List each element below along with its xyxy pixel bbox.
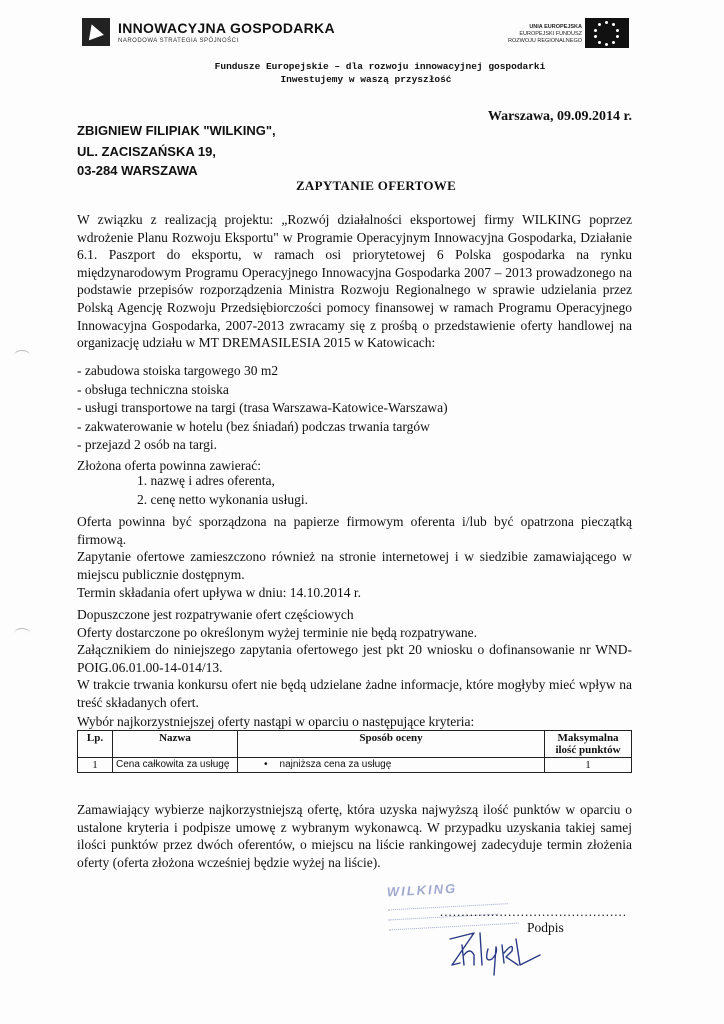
partial-offers-line: Dopuszczone jest rozpatrywanie ofert częściowych [77, 607, 354, 622]
intro-paragraph: W związku z realizacją projektu: „Rozwój działalności eksportowej firmy WILKING poprzez wdrożenie Planu Rozwoju Eksportu" w Programie Operacyjnym Innowacyjna Gospodarka, Działanie 6.1. Paszport do eksportu, w ramach osi priorytetowej 6 Polska gospodarka na rynku międzynarodowym Programu Operacyjnego Innowacyjna Gospodarka 2007 – 2013 prowadzonego na podstawie przepisów rozporządzenia Ministra Rozwoju Regionalnego w sprawie udzielania przez Polską Agencję Rozwoju Przedsiębiorczości pomocy finansowej w ramach Programu Operacyjnego Innowacyjna Gospodarka, 2007-2013 zwracamy się z prośbą o przedstawienie oferty handlowej na organizację udziału w MT DREMASILESIA 2015 w Katowicach: [77, 212, 632, 351]
document-date: Warszawa, 09.09.2014 r. [487, 109, 632, 124]
eu-flag-icon [585, 18, 629, 48]
list-item: - zakwaterowanie w hotelu (bez śniadań) podczas trwania targów [77, 418, 430, 434]
logo-title: INNOWACYJNA GOSPODARKA [118, 20, 335, 36]
document-title: ZAPYTANIE OFERTOWE [295, 178, 457, 193]
cell-punkty: 1 [545, 758, 632, 773]
eu-line2: EUROPEJSKI FUNDUSZ [519, 31, 582, 37]
col-header-sposob: Sposób oceny [238, 731, 545, 758]
cell-nazwa: Cena całkowita za usługę [113, 758, 238, 773]
criteria-table [77, 730, 632, 773]
cell-sposob-text: najniższa cena za usługę [279, 759, 392, 770]
attachment-line: Załącznikiem do niniejszego zapytania ofertowego jest pkt 20 wniosku o dofinansowanie nr WND-POIG.06.01.00-14-014/13. [77, 642, 632, 675]
col-header-lp: Lp. [78, 731, 113, 758]
list-item: - usługi transportowe na targi (trasa Warszawa-Katowice-Warszawa) [77, 400, 448, 415]
list-item: 1. nazwę i adres oferenta, [137, 473, 275, 488]
deadline-paragraph: Termin składania ofert upływa w dniu: 14.10.2014 r. [77, 585, 362, 600]
list-item: - zabudowa stoiska targowego 30 m2 [77, 363, 279, 378]
no-information-paragraph: W trakcie trwania konkursu ofert nie będą udzielane żadne informacje, które mogłyby mieć wpływ na treść składanych ofert. [77, 677, 632, 710]
list-item: - przejazd 2 osób na targi. [77, 437, 217, 452]
handwritten-signature-icon [430, 925, 560, 985]
cell-sposob [238, 758, 545, 773]
signature-label: Podpis [527, 920, 564, 935]
offer-items-list [137, 472, 308, 509]
eu-line3: ROZWOJU REGIONALNEGO [508, 38, 582, 44]
scan-artifact [14, 350, 30, 361]
col-header-nazwa: Nazwa [113, 731, 238, 758]
publication-paragraph: Zapytanie ofertowe zamieszczono również na stronie internetowej i w siedzibie zamawiającego w miejscu publicznie dostępnym. [77, 549, 632, 582]
selection-paragraph: Zamawiający wybierze najkorzystniejszą ofertę, która uzyska najwyższą ilość punktów w oparciu o ustalone kryteria i podpisze umowę z wybranym wykonawcą. W przypadku uzyskania takiej samej ilości punktów przez dwóch oferentów, o miejscu na liście rankingowej zadecyduje termin złożenia oferty (oferta złożona wcześniej będzie wyżej na liście). [77, 802, 632, 870]
address-line2: UL. ZACISZAŃSKA 19, [77, 144, 216, 159]
logo-subtitle: NARODOWA STRATEGIA SPÓJNOŚCI [118, 38, 239, 44]
slogan-line1: Fundusze Europejskie – dla rozwoju innowacyjnej gospodarki [214, 61, 546, 72]
col-header-punkty: Maksymalna ilość punktów [545, 731, 632, 758]
cell-lp: 1 [78, 758, 113, 773]
innowacyjna-gospodarka-logo-icon [82, 18, 110, 46]
bullet-icon: • [264, 759, 268, 770]
eu-line1: UNIA EUROPEJSKA [529, 24, 582, 30]
criteria-lead: Wybór najkorzystniejszej oferty nastąpi w oparciu o następujące kryteria: [77, 714, 475, 729]
offer-format-paragraph: Oferta powinna być sporządzona na papierze firmowym oferenta i/lub być opatrzona pieczątką firmową. [77, 514, 632, 547]
address-line1: ZBIGNIEW FILIPIAK "WILKING", [77, 123, 276, 138]
stamp-company-name: WILKING [386, 880, 458, 900]
conditions-block [77, 606, 632, 676]
late-offers-line: Oferty dostarczone po określonym wyżej terminie nie będą rozpatrywane. [77, 624, 477, 640]
address-line3: 03-284 WARSZAWA [77, 163, 198, 178]
scan-artifact [14, 628, 30, 639]
offer-lead: Złożona oferta powinna zawierać: [77, 458, 262, 473]
signature-line: ............................................ [440, 904, 627, 919]
eu-label [508, 24, 582, 45]
list-item: 2. cenę netto wykonania usługi. [137, 491, 308, 507]
table-row [78, 758, 632, 773]
services-list [77, 362, 632, 455]
list-item: - obsługa techniczna stoiska [77, 381, 229, 397]
table-header-row [78, 731, 632, 758]
slogan-line2: Inwestujemy w waszą przyszłość [280, 74, 452, 85]
